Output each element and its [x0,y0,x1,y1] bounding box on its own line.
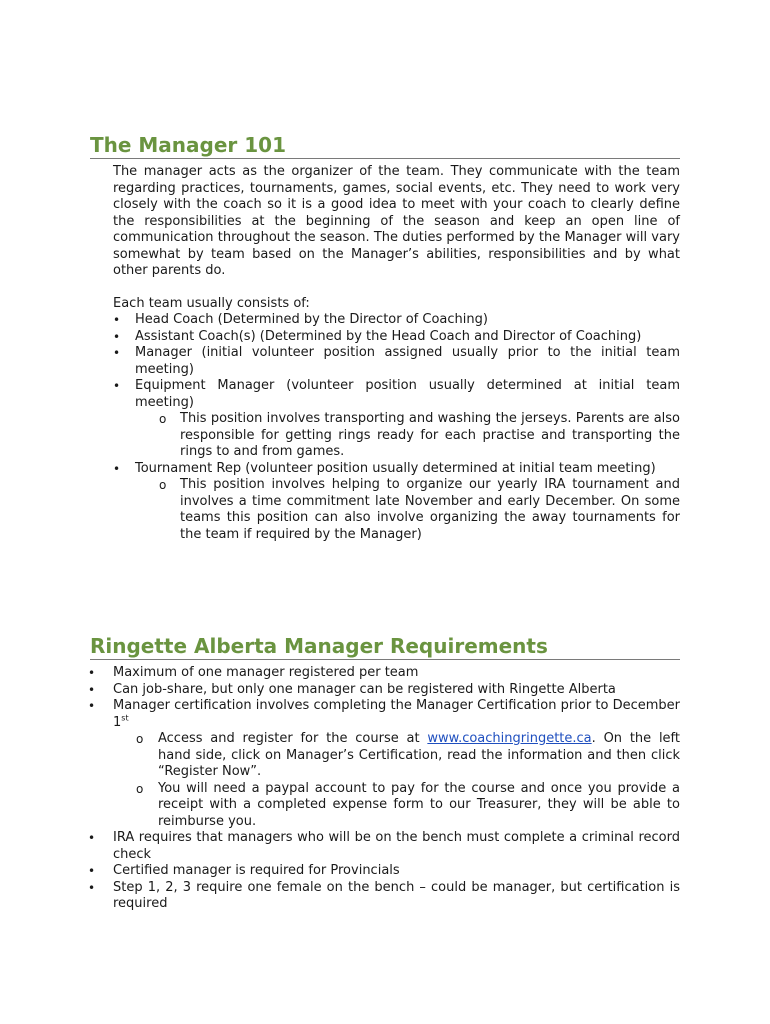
list-item: • Assistant Coach(s) (Determined by the Head Coach and Director of Coaching) [113,328,642,344]
list-item: • Step 1, 2, 3 require one female on the bench – could be manager, but certification is required [88,879,680,911]
coachingringette-link[interactable]: www.coachingringette.ca [427,731,592,746]
team-roles-list [90,312,680,543]
list-item: • IRA requires that managers who will be on the bench must complete a criminal record check [88,830,680,862]
list-item: • Maximum of one manager registered per team [88,665,419,680]
sub-list-item: o Access and register for the course at www.coachingringette.ca. On the left hand side, click on Manager’s Certification, read the information and then click “Register Now”. [136,731,681,779]
list-item: • Certified manager is required for Provincials [88,863,400,878]
manager-101-section [90,133,680,543]
sub-list-item: o You will need a paypal account to pay for the course and once you provide a receipt with a completed expense form to our Treasurer, they will be able to reimburse you. [136,780,680,829]
requirements-list [90,665,680,913]
list-item: • Head Coach (Determined by the Director of Coaching) [113,312,488,327]
intro-paragraph: The manager acts as the organizer of the team. They communicate with the team regarding practices, tournaments, games, social events, etc. They need to work very closely with the coach so it is a good idea to meet with your coach to clearly define the responsibilities at the beginning of the season and keep an open line of communication throughout the season. The duties performed by the Manager will vary somewhat by team based on the Manager’s abilities, responsibilities and by what other parents do. [113,164,680,278]
list-item: • Equipment Manager (volunteer position usually determined at initial team meeting) [113,378,680,410]
section-heading: The Manager 101 [90,133,680,159]
list-intro: Each team usually consists of: [113,295,310,311]
list-item: • Manager certification involves completing the Manager Certification prior to December 1st [88,698,680,730]
list-item: • Can job-share, but only one manager can be registered with Ringette Alberta [88,681,616,697]
requirements-section [90,634,680,913]
section-heading: Ringette Alberta Manager Requirements [90,634,680,660]
list-item: • Tournament Rep (volunteer position usually determined at initial team meeting) [113,460,656,476]
list-item: • Manager (initial volunteer position assigned usually prior to the initial team meeting) [113,345,680,377]
sub-list-item: o This position involves helping to organize our yearly IRA tournament and involves a time commitment late November and early December. On some teams this position can also involve organizing the away tournaments for the team if required by the Manager) [159,477,680,542]
sub-list-item: o This position involves transporting and washing the jerseys. Parents are also responsible for getting rings ready for each practise and transporting the rings to and from games. [159,411,680,459]
